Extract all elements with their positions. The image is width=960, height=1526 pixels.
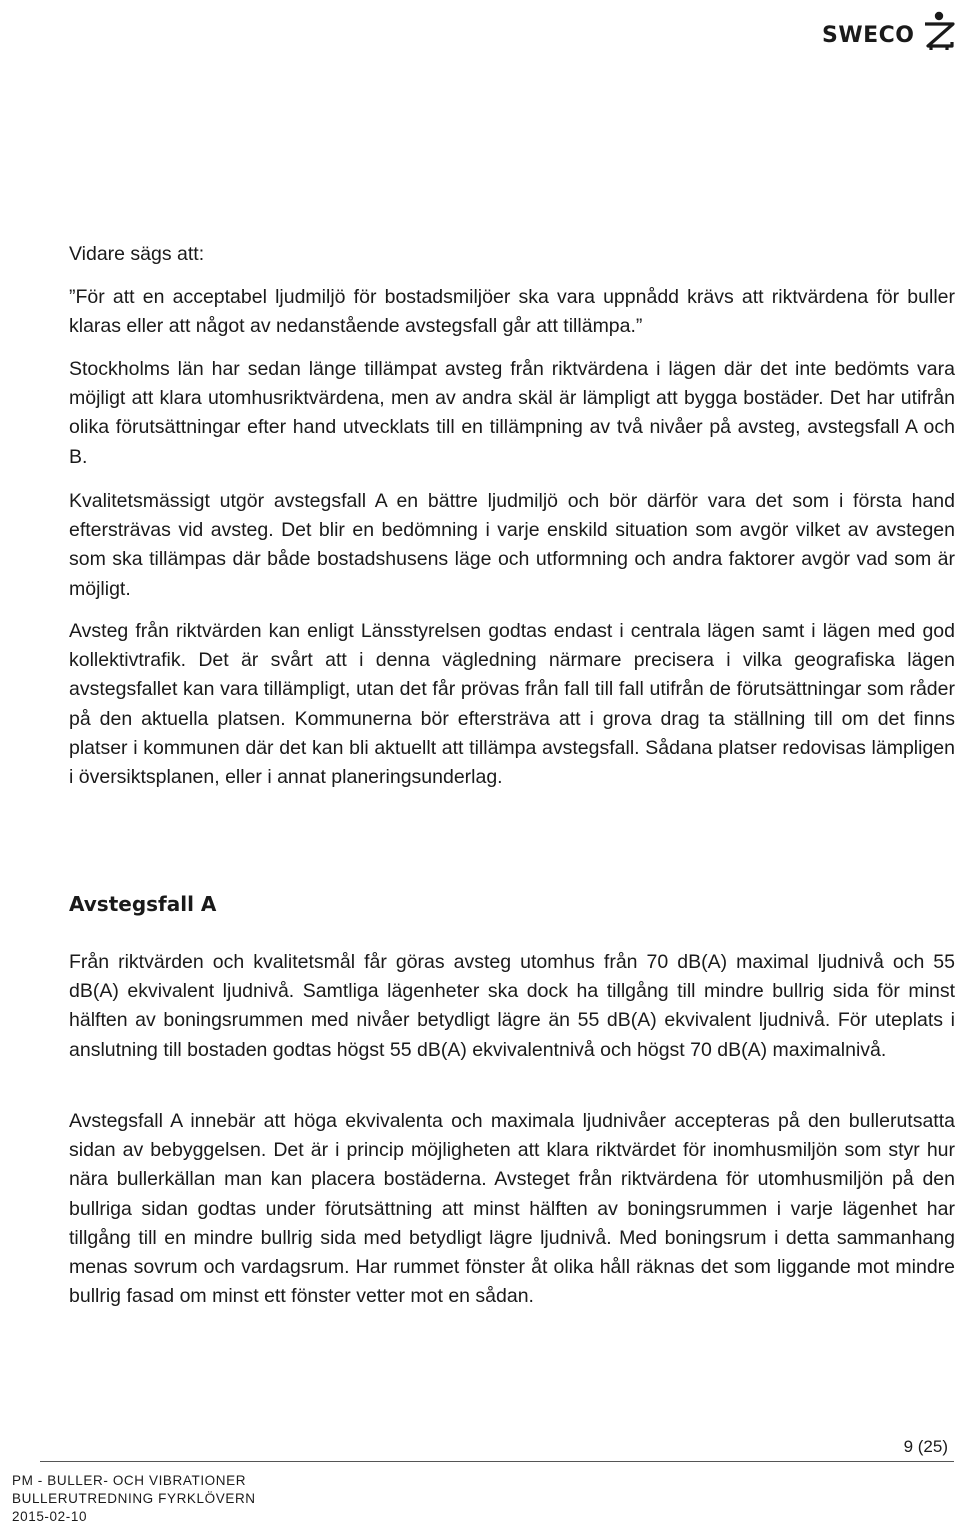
footer-project-name: BULLERUTREDNING FYRKLÖVERN [12,1491,256,1506]
paragraph-text: Stockholms län har sedan länge tillämpat avsteg från riktvärdena i lägen där det inte bedömts vara möjligt att klara utomhusriktvärdena, men av andra skäl är lämpligt att bygga bostäder. Det har utifrån olika förutsättningar efter hand utvecklats till en tillämpning av två nivåer på avsteg, avstegsfall A och B. [69,358,955,468]
paragraph-3 [69,617,955,792]
footer [12,1472,412,1526]
section-heading-avstegsfall-a: Avstegsfall A [69,892,217,916]
quote-block [69,283,955,341]
paragraph-1 [69,355,955,472]
page-number: 9 (25) [903,1437,948,1456]
sweco-logo [822,10,960,52]
intro-text: Vidare sägs att: [69,243,205,265]
footer-document-type: PM - BULLER- OCH VIBRATIONER [12,1473,247,1488]
paragraph-text: Avsteg från riktvärden kan enligt Länsstyrelsen godtas endast i centrala lägen samt i lägen med god kollektivtrafik. Det är svårt att i denna vägledning närmare precisera i vilka geografiska lägen avstegsfallet kan vara tillämpligt, utan det får prövas från fall till fall utifrån de förutsättningar som råder på den aktuella platsen. Kommunerna bör eftersträva att i grova drag ta ställning till om det finns platser i kommunen där det kan bli aktuellt att tillämpa avstegsfall. Sådana platser redovisas lämpligen i översiktsplanen, eller i annat planeringsunderlag. [69,620,955,789]
paragraph-text: Från riktvärden och kvalitetsmål får göras avsteg utomhus från 70 dB(A) maximal ljudnivå och 55 dB(A) ekvivalent ljudnivå. Samtliga lägenheter ska dock ha tillgång till mindre bullrig sida för minst hälften av boningsrummen med nivåer betydligt lägre än 55 dB(A) ekvivalent ljudnivå. För uteplats i anslutning till bostaden godtas högst 55 dB(A) ekvivalentnivå och högst 70 dB(A) maximalnivå. [69,951,955,1061]
sweco-figure-icon [922,10,956,50]
paragraph-5 [69,1107,955,1311]
footer-date: 2015-02-10 [12,1509,88,1524]
paragraph-text: Kvalitetsmässigt utgör avstegsfall A en bättre ljudmiljö och bör därför vara det som i första hand eftersträvas vid avsteg. Det blir en bedömning i varje enskild situation som avgör vilket av avstegen som ska tillämpas där både bostadshusens läge och utformning och andra faktorer avgör vad som är möjligt. [69,490,955,600]
paragraph-4 [69,948,955,1065]
paragraph-2 [69,487,955,604]
intro-block [69,240,955,269]
footer-divider [40,1461,954,1462]
logo-text: SWECO [822,23,915,48]
paragraph-text: Avstegsfall A innebär att höga ekvivalenta och maximala ljudnivåer accepteras på den bullerutsatta sidan av bebyggelsen. Det är i princip möjligheten att klara riktvärdet för inomhusmiljön som styr hur nära bullerkällan man kan placera bostäderna. Avsteget från riktvärdena för utomhusmiljön på den bullriga sidan godtas under förutsättning att minst hälften av boningsrummen i varje lägenhet har tillgång till en mindre bullrig sida med betydligt lägre ljudnivå. Med boningsrum i detta sammanhang menas sovrum och vardagsrum. Har rummet fönster åt olika håll räknas det som liggande mot mindre bullrig fasad om minst ett fönster vetter mot en sådan. [69,1110,955,1308]
quote-paragraph: ”För att en acceptabel ljudmiljö för bostadsmiljöer ska vara uppnådd krävs att riktvärdena för buller klaras eller att något av nedanstående avstegsfall går att tillämpa.” [69,286,955,338]
